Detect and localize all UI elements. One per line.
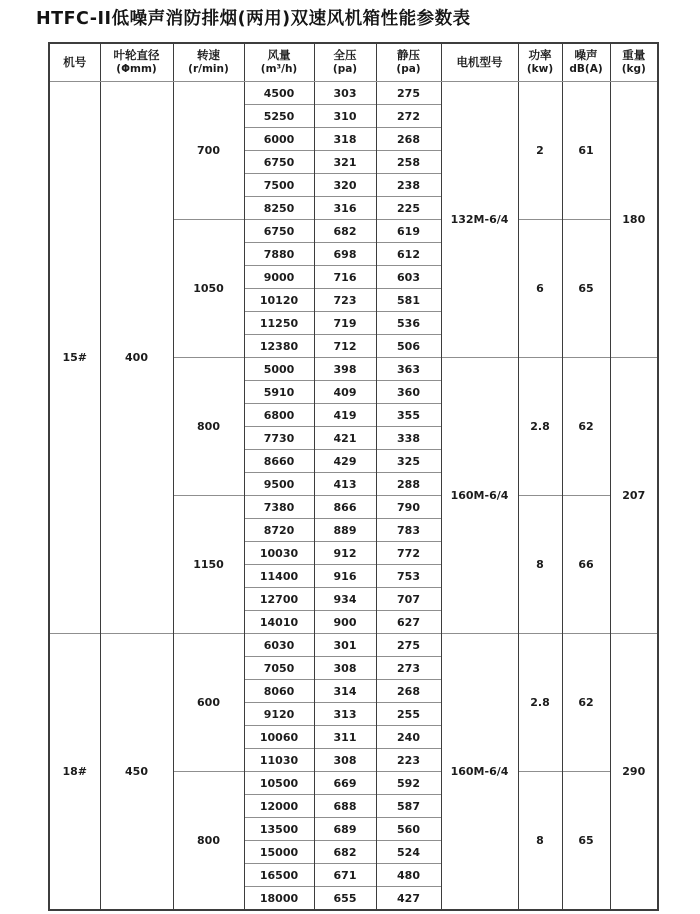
col-header-static-pressure: 静压 (pa)	[376, 43, 441, 82]
cell-total-pressure: 409	[314, 381, 376, 404]
cell-speed: 1050	[173, 220, 244, 358]
cell-static-pressure: 627	[376, 611, 441, 634]
cell-power: 2.8	[518, 358, 562, 496]
cell-impeller-diameter: 450	[100, 634, 173, 911]
col-header-machine-no: 机号	[49, 43, 100, 82]
fan-performance-table	[48, 42, 659, 911]
cell-speed: 800	[173, 772, 244, 911]
cell-noise: 62	[562, 634, 610, 772]
cell-total-pressure: 900	[314, 611, 376, 634]
cell-noise: 61	[562, 82, 610, 220]
page-title: HTFC-II低噪声消防排烟(两用)双速风机箱性能参数表	[36, 9, 471, 29]
cell-air-volume: 10120	[244, 289, 314, 312]
cell-total-pressure: 311	[314, 726, 376, 749]
cell-air-volume: 10030	[244, 542, 314, 565]
col-header-motor-model: 电机型号	[441, 43, 518, 82]
cell-static-pressure: 363	[376, 358, 441, 381]
table-body	[49, 82, 658, 911]
col-header-impeller-diameter: 叶轮直径 (Φmm)	[100, 43, 173, 82]
cell-total-pressure: 916	[314, 565, 376, 588]
cell-power: 8	[518, 496, 562, 634]
cell-static-pressure: 612	[376, 243, 441, 266]
cell-air-volume: 7380	[244, 496, 314, 519]
cell-air-volume: 12380	[244, 335, 314, 358]
cell-total-pressure: 314	[314, 680, 376, 703]
cell-air-volume: 6000	[244, 128, 314, 151]
cell-static-pressure: 273	[376, 657, 441, 680]
cell-air-volume: 5000	[244, 358, 314, 381]
cell-static-pressure: 355	[376, 404, 441, 427]
cell-noise: 65	[562, 220, 610, 358]
cell-power: 2	[518, 82, 562, 220]
table-header	[49, 43, 658, 82]
cell-static-pressure: 225	[376, 197, 441, 220]
cell-air-volume: 18000	[244, 887, 314, 911]
cell-static-pressure: 790	[376, 496, 441, 519]
cell-static-pressure: 360	[376, 381, 441, 404]
cell-motor-model: 160M-6/4	[441, 634, 518, 911]
cell-air-volume: 9120	[244, 703, 314, 726]
cell-static-pressure: 268	[376, 680, 441, 703]
cell-motor-model: 132M-6/4	[441, 82, 518, 358]
cell-air-volume: 10500	[244, 772, 314, 795]
cell-speed: 700	[173, 82, 244, 220]
cell-static-pressure: 603	[376, 266, 441, 289]
cell-air-volume: 4500	[244, 82, 314, 105]
cell-air-volume: 6800	[244, 404, 314, 427]
cell-impeller-diameter: 400	[100, 82, 173, 634]
cell-static-pressure: 338	[376, 427, 441, 450]
cell-static-pressure: 506	[376, 335, 441, 358]
cell-air-volume: 7880	[244, 243, 314, 266]
cell-noise: 66	[562, 496, 610, 634]
cell-total-pressure: 682	[314, 841, 376, 864]
cell-power: 2.8	[518, 634, 562, 772]
cell-air-volume: 10060	[244, 726, 314, 749]
cell-air-volume: 14010	[244, 611, 314, 634]
cell-air-volume: 8250	[244, 197, 314, 220]
cell-total-pressure: 719	[314, 312, 376, 335]
cell-air-volume: 7730	[244, 427, 314, 450]
cell-total-pressure: 318	[314, 128, 376, 151]
cell-total-pressure: 313	[314, 703, 376, 726]
cell-noise: 65	[562, 772, 610, 911]
cell-air-volume: 6750	[244, 151, 314, 174]
cell-total-pressure: 934	[314, 588, 376, 611]
cell-total-pressure: 689	[314, 818, 376, 841]
cell-air-volume: 6750	[244, 220, 314, 243]
cell-static-pressure: 536	[376, 312, 441, 335]
cell-air-volume: 8720	[244, 519, 314, 542]
cell-static-pressure: 480	[376, 864, 441, 887]
cell-static-pressure: 268	[376, 128, 441, 151]
cell-air-volume: 7500	[244, 174, 314, 197]
cell-speed: 800	[173, 358, 244, 496]
col-header-air-volume: 风量 (m³/h)	[244, 43, 314, 82]
cell-total-pressure: 398	[314, 358, 376, 381]
cell-total-pressure: 912	[314, 542, 376, 565]
cell-air-volume: 8660	[244, 450, 314, 473]
cell-total-pressure: 320	[314, 174, 376, 197]
header-row	[49, 43, 658, 82]
cell-air-volume: 7050	[244, 657, 314, 680]
cell-static-pressure: 619	[376, 220, 441, 243]
cell-total-pressure: 688	[314, 795, 376, 818]
cell-total-pressure: 669	[314, 772, 376, 795]
cell-total-pressure: 303	[314, 82, 376, 105]
cell-air-volume: 15000	[244, 841, 314, 864]
cell-static-pressure: 275	[376, 82, 441, 105]
cell-total-pressure: 671	[314, 864, 376, 887]
cell-noise: 62	[562, 358, 610, 496]
cell-speed: 1150	[173, 496, 244, 634]
cell-static-pressure: 592	[376, 772, 441, 795]
cell-static-pressure: 560	[376, 818, 441, 841]
cell-weight: 290	[610, 634, 658, 911]
cell-static-pressure: 288	[376, 473, 441, 496]
cell-air-volume: 5250	[244, 105, 314, 128]
cell-static-pressure: 524	[376, 841, 441, 864]
table-row	[49, 82, 658, 105]
col-header-weight: 重量 (kg)	[610, 43, 658, 82]
cell-total-pressure: 310	[314, 105, 376, 128]
cell-air-volume: 6030	[244, 634, 314, 657]
cell-static-pressure: 707	[376, 588, 441, 611]
cell-total-pressure: 682	[314, 220, 376, 243]
cell-air-volume: 8060	[244, 680, 314, 703]
cell-motor-model: 160M-6/4	[441, 358, 518, 634]
cell-air-volume: 9000	[244, 266, 314, 289]
cell-air-volume: 16500	[244, 864, 314, 887]
cell-air-volume: 12700	[244, 588, 314, 611]
cell-static-pressure: 427	[376, 887, 441, 911]
cell-static-pressure: 258	[376, 151, 441, 174]
cell-total-pressure: 316	[314, 197, 376, 220]
cell-static-pressure: 240	[376, 726, 441, 749]
cell-machine-no: 15#	[49, 82, 100, 634]
cell-total-pressure: 889	[314, 519, 376, 542]
cell-total-pressure: 866	[314, 496, 376, 519]
cell-static-pressure: 783	[376, 519, 441, 542]
cell-static-pressure: 325	[376, 450, 441, 473]
cell-power: 8	[518, 772, 562, 911]
cell-static-pressure: 255	[376, 703, 441, 726]
cell-total-pressure: 712	[314, 335, 376, 358]
col-header-power: 功率 (kw)	[518, 43, 562, 82]
cell-total-pressure: 429	[314, 450, 376, 473]
cell-static-pressure: 238	[376, 174, 441, 197]
cell-air-volume: 9500	[244, 473, 314, 496]
col-header-speed: 转速 (r/min)	[173, 43, 244, 82]
cell-air-volume: 13500	[244, 818, 314, 841]
cell-static-pressure: 753	[376, 565, 441, 588]
cell-static-pressure: 587	[376, 795, 441, 818]
cell-weight: 180	[610, 82, 658, 358]
cell-air-volume: 11250	[244, 312, 314, 335]
table-row	[49, 634, 658, 657]
cell-total-pressure: 419	[314, 404, 376, 427]
cell-static-pressure: 772	[376, 542, 441, 565]
cell-total-pressure: 716	[314, 266, 376, 289]
cell-air-volume: 5910	[244, 381, 314, 404]
cell-static-pressure: 581	[376, 289, 441, 312]
cell-machine-no: 18#	[49, 634, 100, 911]
cell-static-pressure: 275	[376, 634, 441, 657]
cell-total-pressure: 321	[314, 151, 376, 174]
cell-air-volume: 12000	[244, 795, 314, 818]
cell-total-pressure: 413	[314, 473, 376, 496]
cell-power: 6	[518, 220, 562, 358]
cell-speed: 600	[173, 634, 244, 772]
cell-total-pressure: 308	[314, 749, 376, 772]
cell-air-volume: 11030	[244, 749, 314, 772]
cell-total-pressure: 698	[314, 243, 376, 266]
cell-total-pressure: 308	[314, 657, 376, 680]
cell-weight: 207	[610, 358, 658, 634]
cell-static-pressure: 223	[376, 749, 441, 772]
cell-total-pressure: 655	[314, 887, 376, 911]
cell-static-pressure: 272	[376, 105, 441, 128]
col-header-noise: 噪声 dB(A)	[562, 43, 610, 82]
cell-total-pressure: 723	[314, 289, 376, 312]
col-header-total-pressure: 全压 (pa)	[314, 43, 376, 82]
cell-total-pressure: 421	[314, 427, 376, 450]
cell-total-pressure: 301	[314, 634, 376, 657]
cell-air-volume: 11400	[244, 565, 314, 588]
